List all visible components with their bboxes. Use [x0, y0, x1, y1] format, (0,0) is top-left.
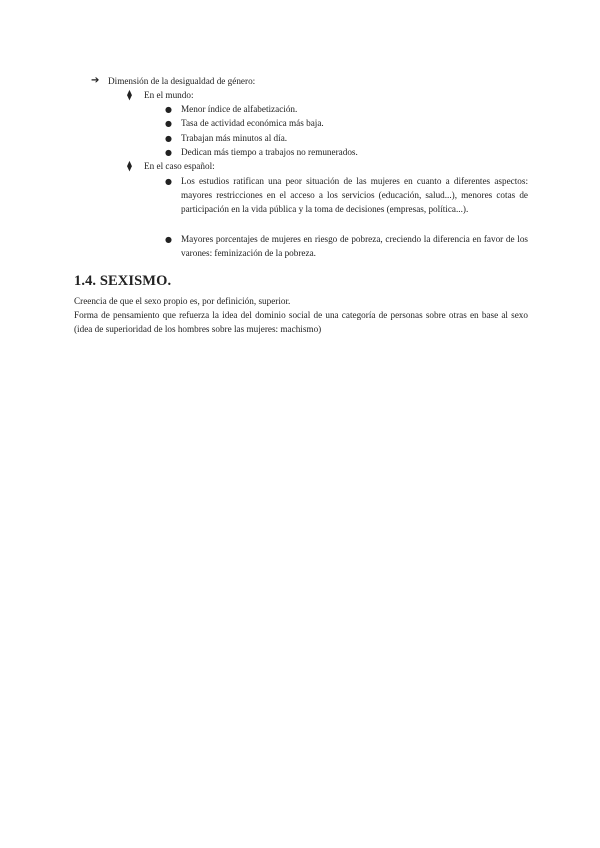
list-item-label: Dimensión de la desigualdad de género: — [108, 76, 256, 86]
list-item-text: Trabajan más minutos al día. — [181, 133, 288, 143]
list-item — [181, 232, 528, 260]
list-item — [181, 145, 358, 159]
diamond-bullet-icon: ⧫ — [127, 161, 132, 172]
dot-bullet-icon: ● — [165, 177, 172, 186]
list-item-text: Los estudios ratifican una peor situación de las mujeres en cuanto a diferentes aspectos: mayores restricciones en el acceso a los servicios (educación, salud...), menores cotas de participación en la vida pública y la toma de decisiones (empresas, política...). — [181, 176, 528, 214]
list-item — [181, 174, 528, 216]
list-item-level2 — [144, 88, 194, 102]
dot-bullet-icon: ● — [165, 105, 172, 114]
section-heading: 1.4. SEXISMO. — [74, 273, 172, 289]
arrow-bullet-icon: ➔ — [91, 75, 100, 86]
dot-bullet-icon: ● — [165, 148, 172, 157]
list-item — [181, 102, 297, 116]
paragraph: Creencia de que el sexo propio es, por definición, superior. — [74, 296, 291, 306]
list-item-text: Tasa de actividad económica más baja. — [181, 118, 324, 128]
list-item-label: En el mundo: — [144, 90, 194, 100]
list-item — [181, 116, 324, 130]
list-item-level1 — [108, 74, 255, 88]
diamond-bullet-icon: ⧫ — [127, 90, 132, 101]
list-item-text: Dedican más tiempo a trabajos no remunerados. — [181, 147, 358, 157]
dot-bullet-icon: ● — [165, 235, 172, 244]
dot-bullet-icon: ● — [165, 134, 172, 143]
list-item — [181, 131, 287, 145]
paragraph: Forma de pensamiento que refuerza la idea del dominio social de una categoría de personas sobre otras en base al sexo (idea de superioridad de los hombres sobre las mujeres: machismo) — [74, 310, 528, 334]
list-item-text: Mayores porcentajes de mujeres en riesgo de pobreza, creciendo la diferencia en favor de los varones: feminización de la pobreza. — [181, 234, 528, 258]
list-item-level2 — [144, 159, 215, 173]
list-item-text: Menor índice de alfabetización. — [181, 104, 298, 114]
dot-bullet-icon: ● — [165, 119, 172, 128]
list-item-label: En el caso español: — [144, 161, 215, 171]
